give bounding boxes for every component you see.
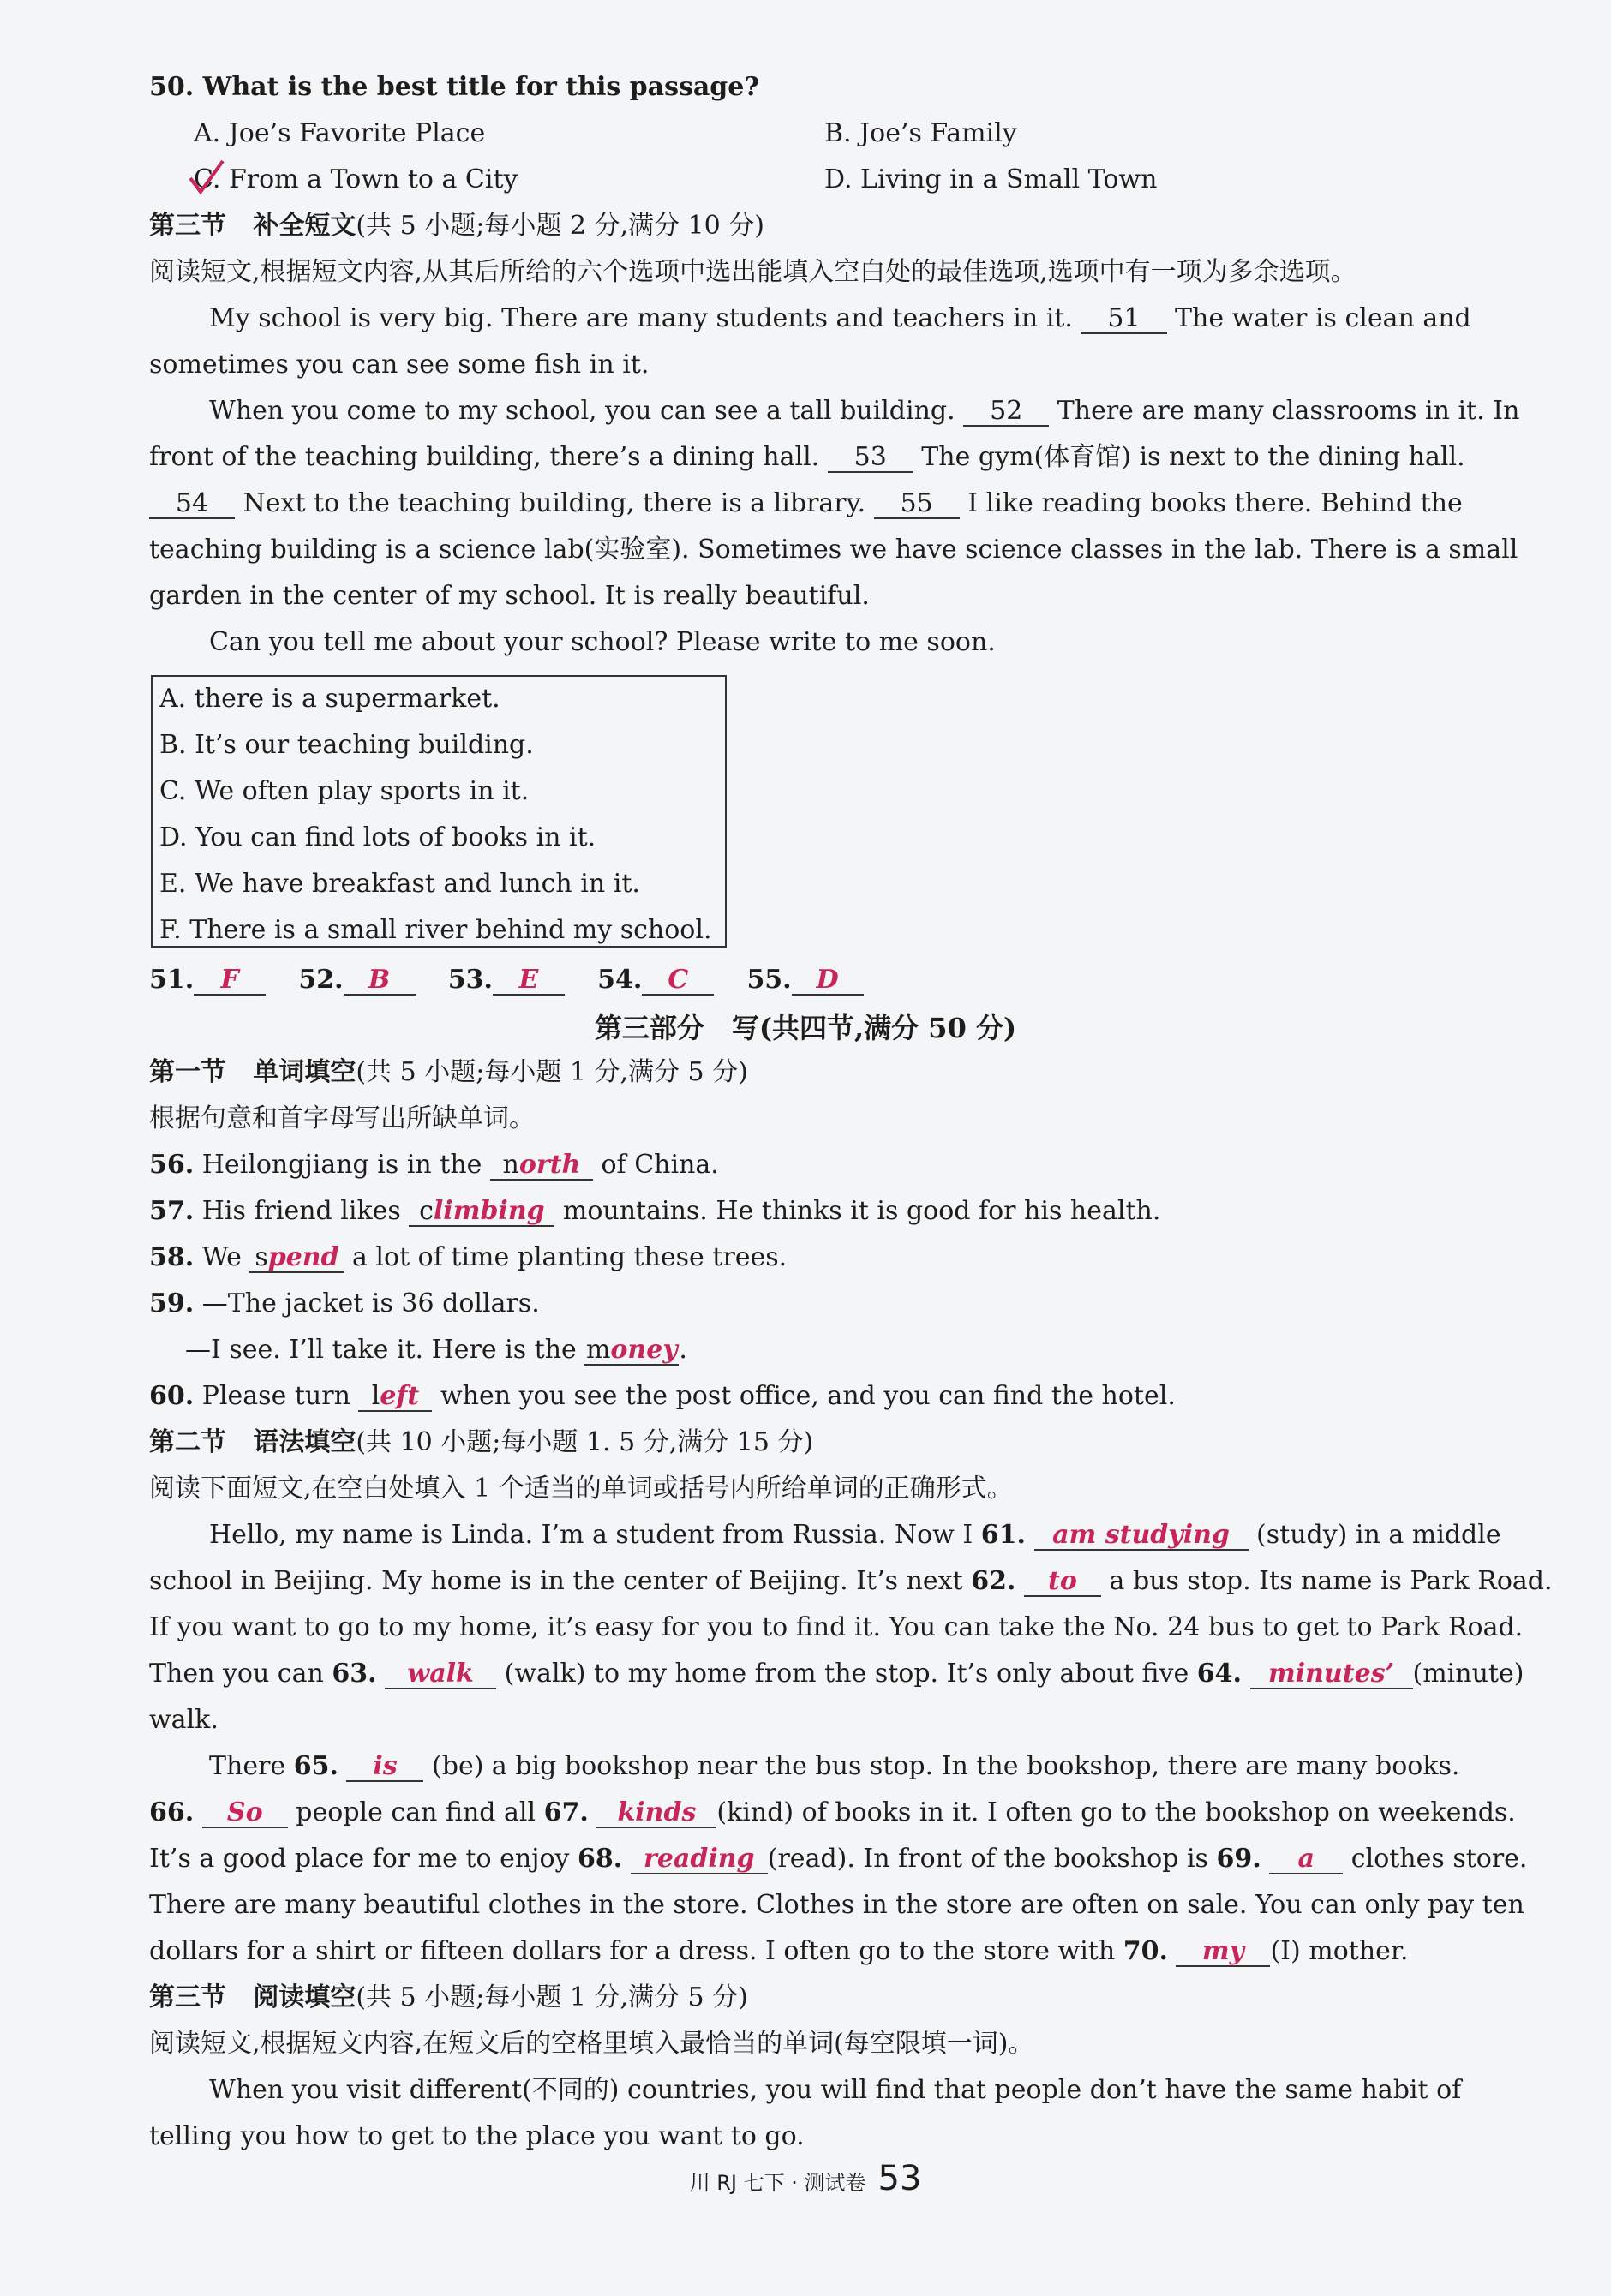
answer-70: my	[1176, 1934, 1270, 1967]
answer-51: F	[194, 963, 266, 996]
q50-option-d: D. Living in a Small Town	[824, 164, 1158, 194]
answer-54: C	[642, 963, 714, 996]
q50-option-a: A. Joe’s Favorite Place	[194, 118, 486, 148]
q50-question	[149, 70, 1554, 108]
question-59: 59. —The jacket is 36 dollars.	[149, 1289, 540, 1318]
blank-53: 53	[828, 440, 913, 473]
option-item: B. It’s our teaching building.	[159, 730, 534, 760]
answer-64: minutes’	[1250, 1657, 1413, 1689]
section-header-dctk: 第一节 单词填空(共 5 小题;每小题 1 分,满分 5 分)	[149, 1057, 748, 1087]
grammar-line: Hello, my name is Linda. I’m a student from Russia. Now I 61. am studying (study) in a middle	[209, 1520, 1501, 1550]
question-58: 58. We spend a lot of time planting these trees.	[149, 1242, 788, 1272]
option-item: D. You can find lots of books in it.	[159, 822, 596, 852]
answer-59: money	[585, 1335, 678, 1365]
q50-text: 50. What is the best title for this passage?	[149, 72, 759, 102]
answer-53: E	[493, 963, 565, 996]
instruction-text: 根据句意和首字母写出所缺单词。	[149, 1103, 535, 1133]
grammar-line: school in Beijing. My home is in the center of Beijing. It’s next 62. to a bus stop. Its name is Park Road.	[149, 1566, 1553, 1596]
answer-55: D	[792, 963, 864, 996]
answer-69: a	[1269, 1842, 1343, 1874]
blank-54: 54	[149, 487, 235, 519]
answer-62: to	[1024, 1564, 1101, 1597]
option-item: F. There is a small river behind my school.	[159, 915, 712, 945]
grammar-line: It’s a good place for me to enjoy 68. reading (read). In front of the bookshop is 69. a clothes store.	[149, 1844, 1528, 1874]
answer-63: walk	[385, 1657, 496, 1689]
blank-55: 55	[874, 487, 960, 519]
answer-65: is	[346, 1749, 423, 1782]
section-score: (共 5 小题;每小题 2 分,满分 10 分)	[356, 211, 764, 241]
answer-56: north	[490, 1148, 593, 1181]
grammar-line: If you want to go to my home, it’s easy for you to find it. You can take the No. 24 bus to get to Park Road.	[149, 1612, 1524, 1642]
answer-58: spend	[249, 1241, 344, 1273]
instruction-text: 阅读短文,根据短文内容,在短文后的空格里填入最恰当的单词(每空限填一词)。	[149, 2029, 1034, 2059]
grammar-line: 66. So people can find all 67. kinds (kind) of books in it. I often go to the bookshop on weekends.	[149, 1797, 1516, 1827]
answer-60: left	[358, 1379, 432, 1412]
checkmark-icon	[187, 158, 226, 197]
answer-67: kinds	[596, 1796, 716, 1828]
section-number: 第三节	[149, 211, 226, 241]
passage-line: Can you tell me about your school? Please write to me soon.	[209, 627, 996, 657]
question-56: 56. Heilongjiang is in the north of China.	[149, 1150, 719, 1180]
answer-68: reading	[631, 1842, 768, 1874]
section-header-yftk: 第二节 语法填空(共 10 小题;每小题 1. 5 分,满分 15 分)	[149, 1427, 814, 1457]
footer-label: 川 RJ 七下 · 测试卷	[689, 2171, 866, 2195]
answer-66: So	[202, 1796, 288, 1828]
options-box	[151, 675, 727, 948]
option-item: C. We often play sports in it.	[159, 776, 530, 806]
page-footer	[0, 2159, 1611, 2198]
grammar-line: walk.	[149, 1705, 219, 1735]
grammar-line: Then you can 63. walk (walk) to my home from the stop. It’s only about five 64. minutes’ (minute)	[149, 1659, 1524, 1689]
part-three-title: 第三部分 写(共四节,满分 50 分)	[594, 1012, 1017, 1044]
option-item: A. there is a supermarket.	[159, 684, 500, 714]
q50-option-c: C. From a Town to a City	[194, 164, 518, 194]
grammar-line: There are many beautiful clothes in the store. Clothes in the store are often on sale. You can only pay ten	[149, 1890, 1524, 1920]
section-header-ydtk: 第三节 阅读填空(共 5 小题;每小题 1 分,满分 5 分)	[149, 1982, 748, 2012]
answer-61: am studying	[1034, 1518, 1249, 1551]
instruction-text: 阅读下面短文,在空白处填入 1 个适当的单词或括号内所给单词的正确形式。	[149, 1474, 1013, 1504]
reading-line: When you visit different(不同的) countries, you will find that people don’t have the same habit of	[209, 2075, 1462, 2105]
section-header-bqdw	[149, 209, 1554, 247]
question-60: 60. Please turn left when you see the post office, and you can find the hotel.	[149, 1381, 1176, 1411]
answer-57: climbing	[409, 1194, 554, 1227]
passage-line: 54 Next to the teaching building, there is a library. 55 I like reading books there. Behind the	[149, 487, 1554, 524]
reading-line: telling you how to get to the place you want to go.	[149, 2121, 805, 2151]
section-name: 补全短文	[253, 211, 356, 241]
passage-line: My school is very big. There are many students and teachers in it. 51 The water is clean and	[209, 303, 1471, 333]
passage-line: front of the teaching building, there’s a dining hall. 53 The gym(体育馆) is next to the dining hall.	[149, 442, 1465, 472]
passage-line: sometimes you can see some fish in it.	[149, 350, 650, 380]
passage-line: teaching building is a science lab(实验室). Sometimes we have science classes in the lab. There is a small	[149, 535, 1518, 565]
option-item: E. We have breakfast and lunch in it.	[159, 869, 640, 899]
q50-option-b: B. Joe’s Family	[824, 118, 1017, 148]
answer-52: B	[344, 963, 416, 996]
question-57: 57. His friend likes climbing mountains. He thinks it is good for his health.	[149, 1196, 1161, 1226]
grammar-line: dollars for a shirt or fifteen dollars for a dress. I often go to the store with 70. my (I) mother.	[149, 1936, 1409, 1966]
answer-row: 51. F 52. B 53. E 54. C 55. D	[149, 963, 1554, 1001]
passage-line: garden in the center of my school. It is really beautiful.	[149, 581, 870, 611]
instruction-text: 阅读短文,根据短文内容,从其后所给的六个选项中选出能填入空白处的最佳选项,选项中有一项为多余选项。	[149, 257, 1356, 287]
page-number: 53	[877, 2159, 922, 2198]
blank-52: 52	[963, 394, 1049, 427]
passage-line: When you come to my school, you can see a tall building. 52 There are many classrooms in it. In	[209, 396, 1520, 426]
grammar-line: There 65. is (be) a big bookshop near the bus stop. In the bookshop, there are many books.	[209, 1751, 1460, 1781]
question-59-reply: —I see. I’ll take it. Here is the money.	[185, 1335, 687, 1365]
blank-51: 51	[1081, 302, 1167, 334]
